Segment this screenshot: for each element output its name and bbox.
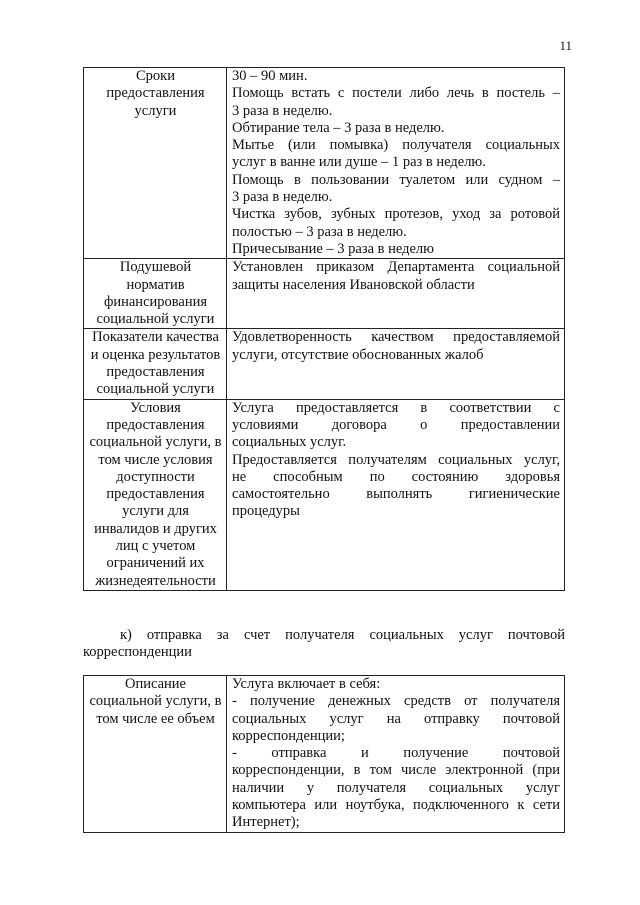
row-content-terms [227,68,565,259]
content-line: защиты населения Ивановской области [232,276,475,293]
content-line: 3 раза в неделю. [232,102,333,119]
row-content-description [227,676,565,833]
row-label-quality: Показатели качества и оценка результатов предоставления социальной услуги [84,329,227,399]
content-line: социальных услуг на отправку почтовой [232,710,560,727]
content-line: Удовлетворенность качеством предоставляемой [232,329,560,346]
table-row [84,399,565,590]
content-line: Услуга включает в себя: [232,676,381,692]
content-line: компьютера или ноутбука, подключенного к сети [232,797,560,814]
content-line: Предоставляется получателям социальных услуг, [232,451,560,468]
content-line: услуги, отсутствие обоснованных жалоб [232,346,484,363]
content-line: корреспонденции, в том числе электронной (при [232,762,560,779]
service-terms-table [83,67,565,591]
content-line: услуг в ванне или душе – 1 раз в неделю. [232,154,486,171]
content-line: процедуры [232,503,300,520]
row-label-funding: Подушевой норматив финансирования социальной услуги [84,259,227,329]
content-line: корреспонденции; [232,727,345,744]
table-row [84,259,565,329]
content-line: Мытье (или помывка) получателя социальных [232,137,560,154]
content-line: Обтирание тела – 3 раза в неделю. [232,119,445,136]
content-line: Услуга предоставляется в соответствии с [232,399,560,416]
content-line: - отправка и получение почтовой [232,745,560,762]
section-heading [83,627,565,662]
section-heading-line: корреспонденции [83,644,192,661]
content-line: самостоятельно выполнять гигиенические [232,486,560,503]
content-line: 30 – 90 мин. [232,68,308,84]
content-line: Помощь встать с постели либо лечь в постель – [232,85,560,102]
content-line: Чистка зубов, зубных протезов, уход за ротовой [232,206,560,223]
content-line: Интернет); [232,814,300,831]
content-line: наличии у получателя социальных услуг [232,779,560,796]
row-label-conditions: Условия предоставления социальной услуги, в том числе условия доступности предоставления услуги для инвалидов и других лиц с учетом ограничений их жизнедеятельности [84,399,227,590]
page-number: 11 [559,38,572,53]
content-line: - получение денежных средств от получателя [232,693,560,710]
row-content-quality [227,329,565,399]
content-line: условиями договора о предоставлении [232,416,560,433]
table-row [84,68,565,259]
content-line: полостью – 3 раза в неделю. [232,223,407,240]
content-line: 3 раза в неделю. [232,189,333,206]
row-label-terms: Сроки предоставления услуги [84,68,227,259]
content-line: Помощь в пользовании туалетом или судном – [232,171,560,188]
row-label-description: Описание социальной услуги, в том числе ее объем [84,676,227,833]
row-content-funding [227,259,565,329]
content-line: не способным по состоянию здоровья [232,468,560,485]
row-content-conditions [227,399,565,590]
content-line: Причесывание – 3 раза в неделю [232,240,435,257]
content-line: социальных услуг. [232,434,347,451]
service-description-table [83,675,565,833]
table-row [84,329,565,399]
section-heading-line: к) отправка за счет получателя социальных услуг почтовой [120,627,565,643]
table-row [84,676,565,833]
content-line: Установлен приказом Департамента социальной [232,259,560,276]
